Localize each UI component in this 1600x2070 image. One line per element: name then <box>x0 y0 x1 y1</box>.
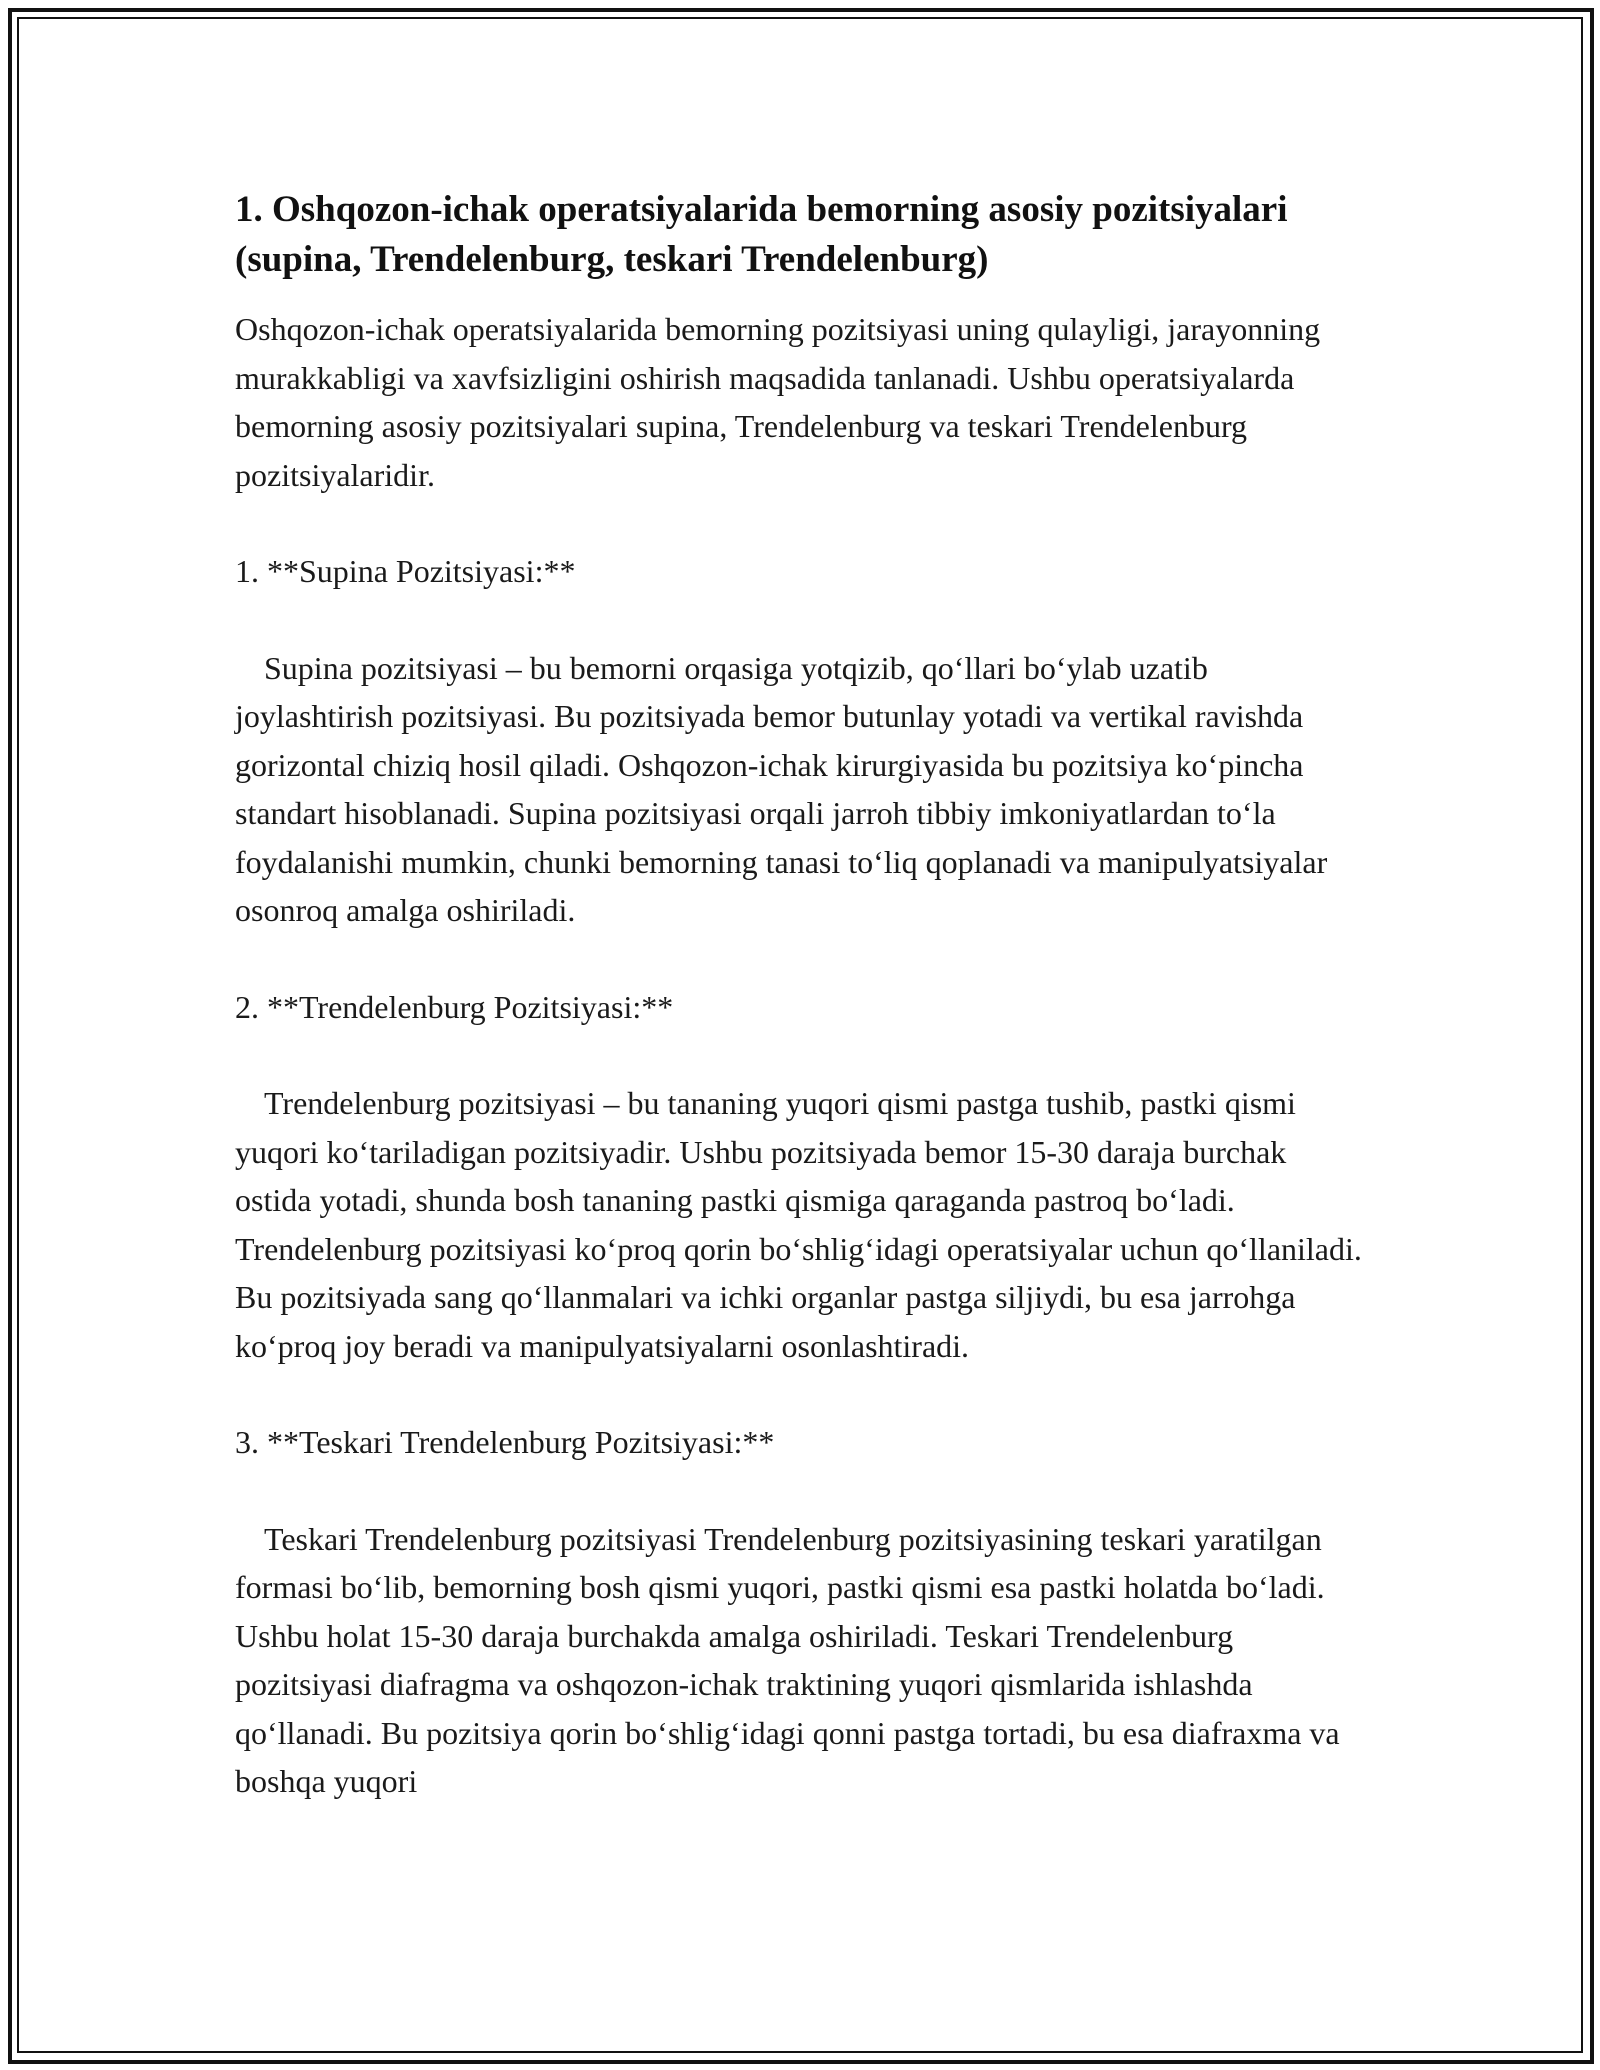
section-heading: 3. **Teskari Trendelenburg Pozitsiyasi:** <box>235 1424 775 1460</box>
section-heading: 1. **Supina Pozitsiyasi:** <box>235 553 576 589</box>
section-body: Trendelenburg pozitsiyasi – bu tananing yuqori qismi pastga tushib, pastki qismi yuqori ko‘tariladigan pozitsiyadir. Ushbu pozitsiyada bemor 15-30 daraja burchak ostida yotadi, shunda bosh tananing pastki qismiga qaraganda pastroq bo‘ladi. Trendelenburg pozitsiyasi ko‘proq qorin bo‘shlig‘idagi operatsiyalar uchun qo‘llaniladi. Bu pozitsiyada sang qo‘llanmalari va ichki organlar pastga siljiydi, bu esa jarrohga ko‘proq joy beradi va manipulyatsiyalarni osonlashtiradi. <box>235 1085 1362 1364</box>
section-trendelenburg <box>235 983 1370 1371</box>
intro-paragraph: Oshqozon-ichak operatsiyalarida bemorning pozitsiyasi uning qulayligi, jarayonning murakkabligi va xavfsizligini oshirish maqsadida tanlanadi. Ushbu operatsiyalarda bemorning asosiy pozitsiyalari supina, Trendelenburg va teskari Trendelenburg pozitsiyalaridir. <box>235 311 1321 493</box>
document-page <box>235 185 1370 1854</box>
section-body: Supina pozitsiyasi – bu bemorni orqasiga yotqizib, qo‘llari bo‘ylab uzatib joylashtirish pozitsiyasi. Bu pozitsiyada bemor butunlay yotadi va vertikal ravishda gorizontal chiziq hosil qiladi. Oshqozon-ichak kirurgiyasida bu pozitsiya ko‘pincha standart hisoblanadi. Supina pozitsiyasi orqali jarroh tibbiy imkoniyatlardan to‘la foydalanishi mumkin, chunki bemorning tanasi to‘liq qoplanadi va manipulyatsiyalar osonroq amalga oshiriladi. <box>235 649 1328 928</box>
section-heading: 2. **Trendelenburg Pozitsiyasi:** <box>235 988 674 1025</box>
section-supina <box>235 547 1370 935</box>
section-body: Teskari Trendelenburg pozitsiyasi Trendelenburg pozitsiyasining teskari yaratilgan formasi bo‘lib, bemorning bosh qismi yuqori, pastki qismi esa pastki holatda bo‘ladi. Ushbu holat 15-30 daraja burchakda amalga oshiriladi. Teskari Trendelenburg pozitsiyasi diafragma va oshqozon-ichak traktining yuqori qismlarida ishlashda qo‘llanadi. Bu pozitsiya qorin bo‘shlig‘idagi qonni pastga tortadi, bu esa diafraxma va boshqa yuqori <box>235 1520 1340 1799</box>
document-title: 1. Oshqozon-ichak operatsiyalarida bemorning asosiy pozitsiyalari (supina, Trendelenburg, teskari Trendelenburg) <box>235 189 1288 280</box>
section-teskari-trendelenburg <box>235 1418 1370 1806</box>
